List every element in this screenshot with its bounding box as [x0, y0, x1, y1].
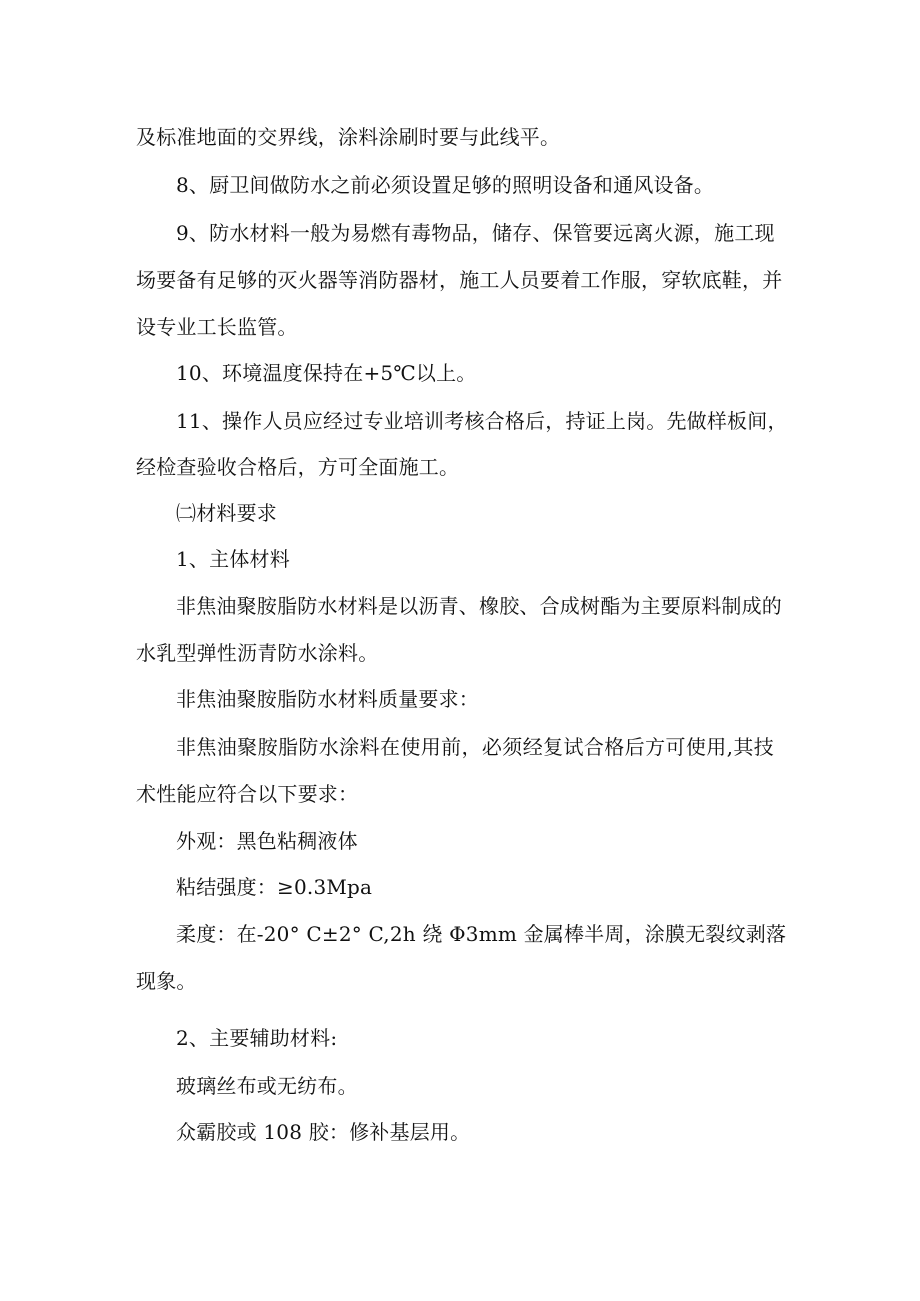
section-heading: ㈡材料要求 [176, 501, 277, 525]
paragraph-line: 10、环境温度保持在+5℃以上。 [176, 361, 477, 385]
spec-line: 柔度：在-20° C±2° C,2h 绕 Φ3mm 金属棒半周，涂膜无裂纹剥落 [176, 922, 787, 946]
paragraph-line: 设专业工长监管。 [136, 315, 298, 339]
paragraph-line: 8、厨卫间做防水之前必须设置足够的照明设备和通风设备。 [176, 173, 715, 197]
paragraph-line: 现象。 [136, 969, 197, 993]
paragraph-line: 众霸胶或 108 胶：修补基层用。 [176, 1120, 471, 1144]
paragraph-line: 9、防水材料一般为易燃有毒物品，储存、保管要远离火源，施工现 [176, 221, 775, 245]
paragraph-line: 非焦油聚胺脂防水材料是以沥青、橡胶、合成树酯为主要原料制成的 [176, 594, 782, 618]
paragraph-line: 及标准地面的交界线，涂料涂刷时要与此线平。 [136, 125, 561, 149]
paragraph-line: 非焦油聚胺脂防水涂料在使用前，必须经复试合格后方可使用,其技 [176, 735, 774, 759]
paragraph-line: 水乳型弹性沥青防水涂料。 [136, 641, 379, 665]
paragraph-line: 玻璃丝布或无纺布。 [176, 1074, 358, 1098]
paragraph-line: 场要备有足够的灭火器等消防器材，施工人员要着工作服，穿软底鞋，并 [136, 268, 783, 292]
spec-line: 外观：黑色粘稠液体 [176, 829, 358, 853]
paragraph-line: 经检查验收合格后，方可全面施工。 [136, 455, 460, 479]
subsection-heading: 2、主要辅助材料: [176, 1026, 338, 1050]
spec-line: 粘结强度：≥0.3Mpa [176, 875, 373, 899]
subsection-heading: 1、主体材料 [176, 547, 290, 571]
paragraph-line: 非焦油聚胺脂防水材料质量要求： [176, 687, 479, 711]
paragraph-line: 11、操作人员应经过专业培训考核合格后，持证上岗。先做样板间， [176, 409, 788, 433]
paragraph-line: 术性能应符合以下要求： [136, 782, 359, 806]
